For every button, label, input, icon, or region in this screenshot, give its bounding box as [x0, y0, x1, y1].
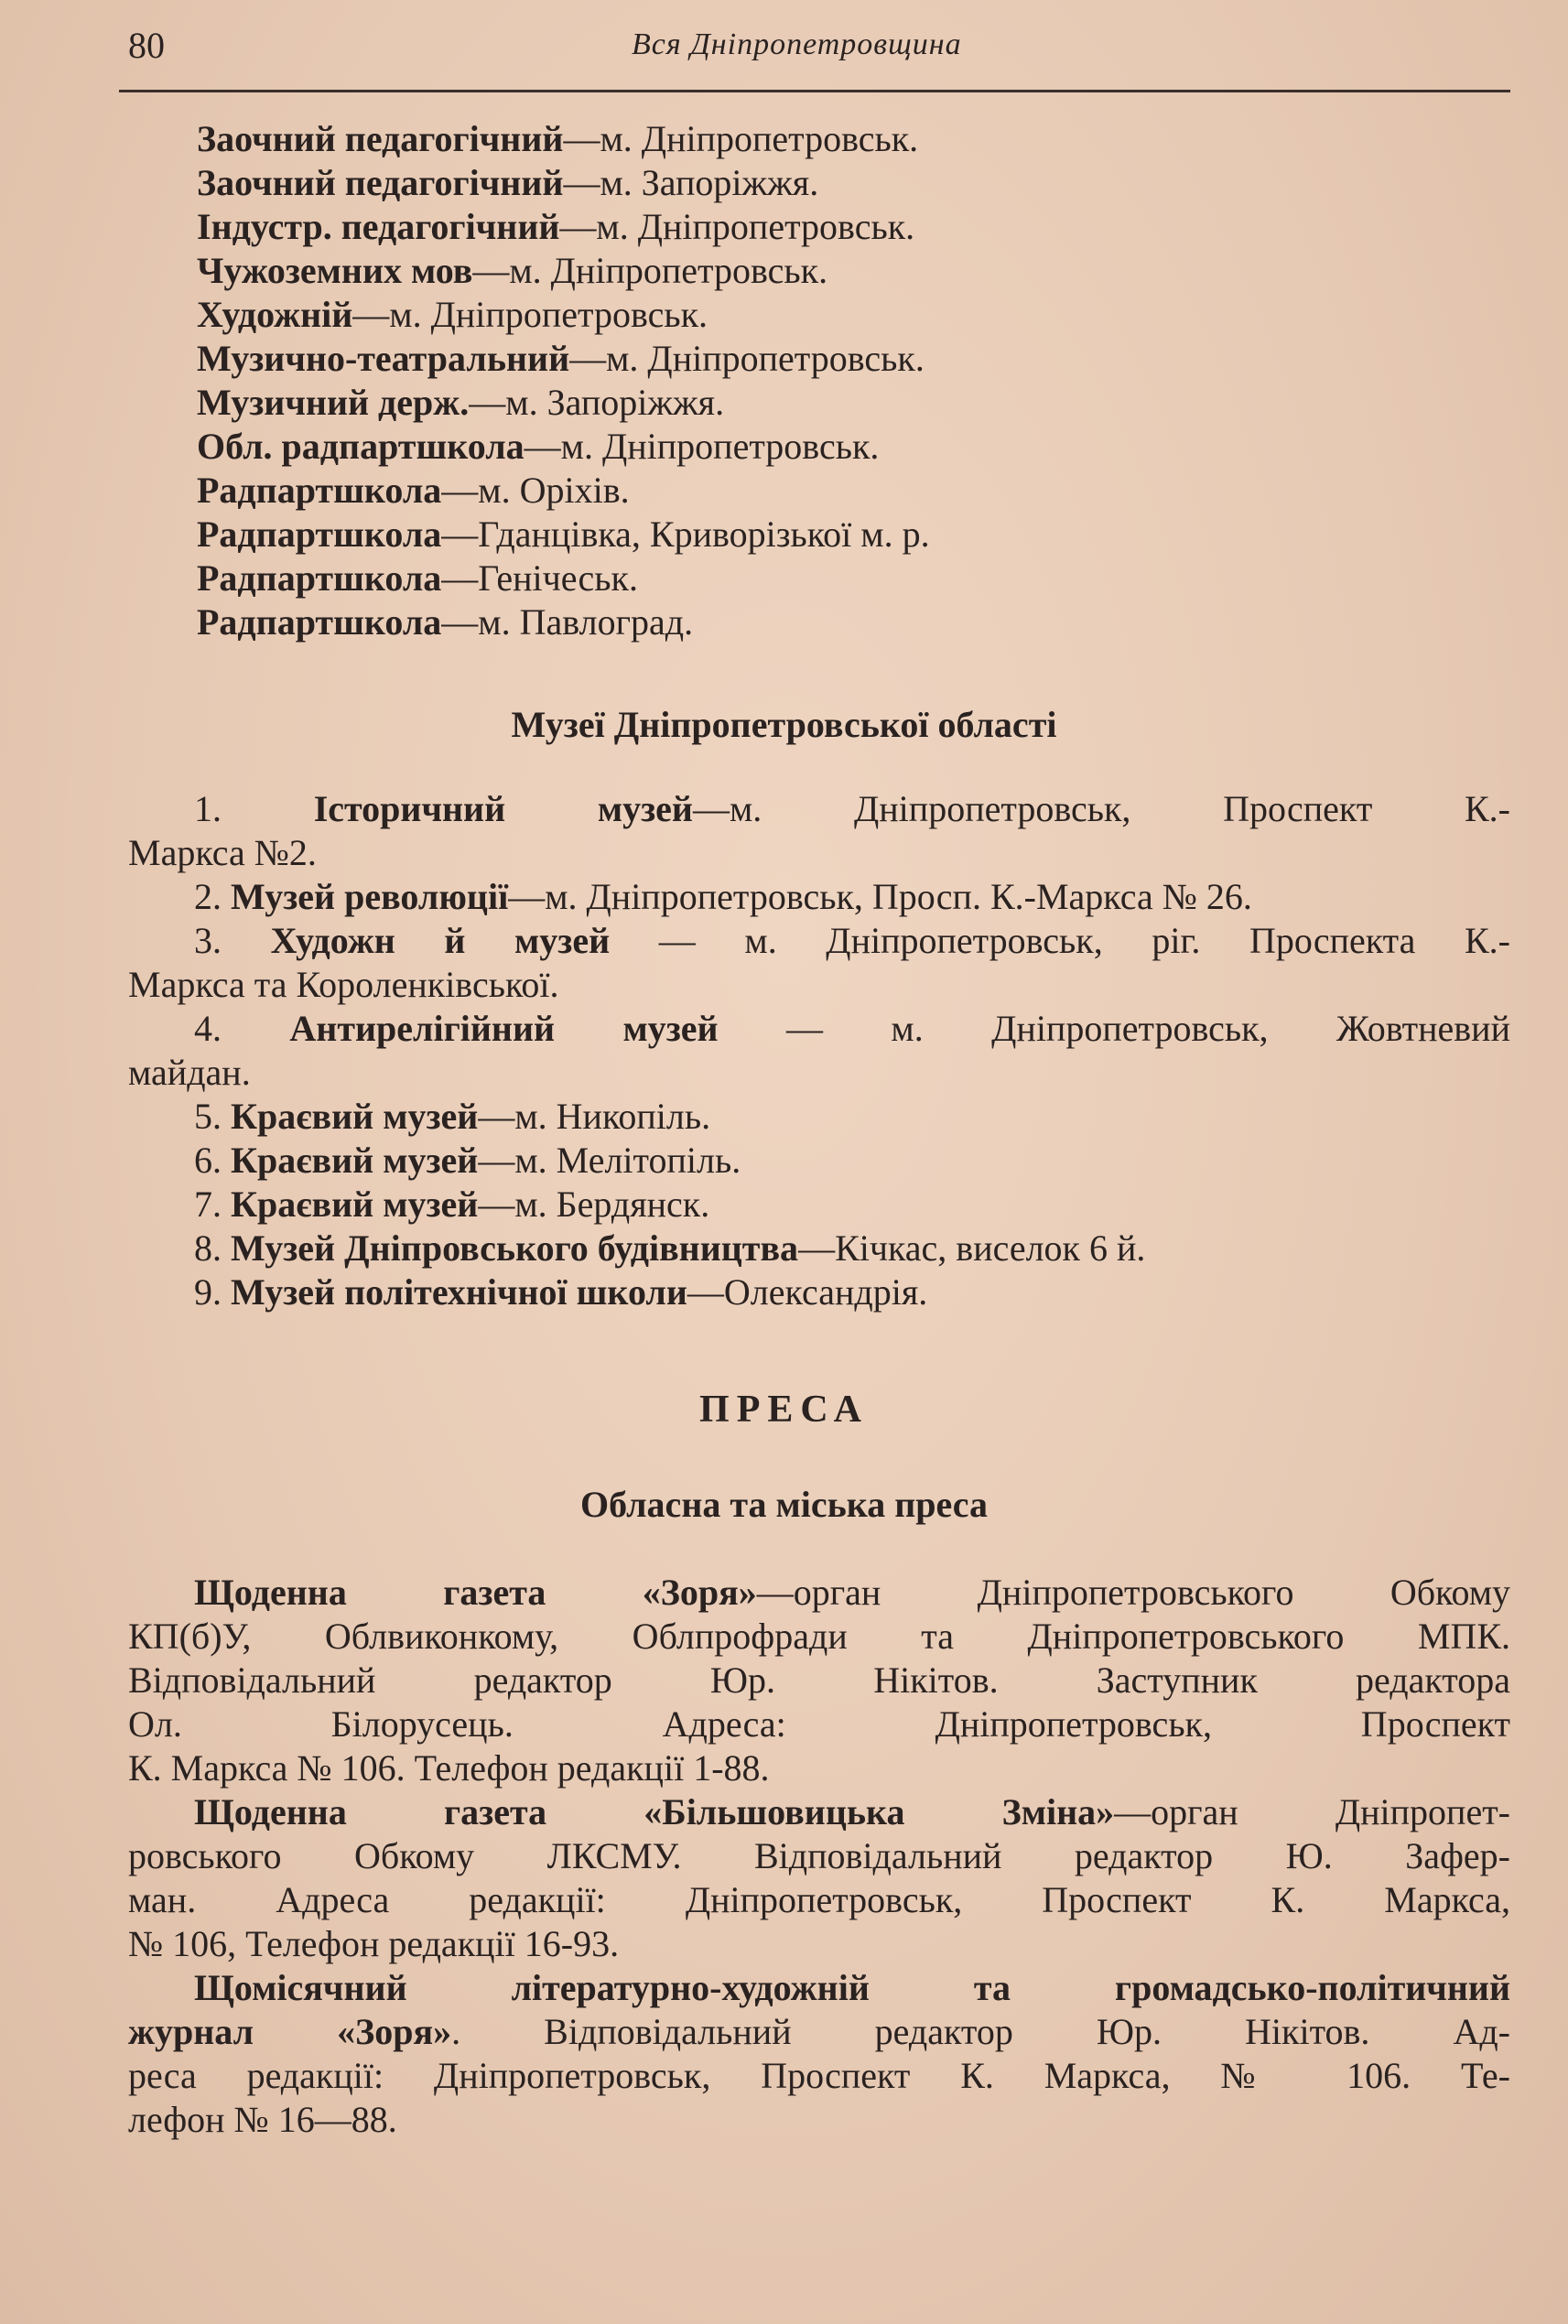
list-item-continuation: Маркса та Короленківської. [128, 964, 559, 1005]
list-item: 2. Музей революції—м. Дніпропетровськ, Просп. К.-Маркса № 26. [194, 876, 1252, 917]
list-item-continuation: майдан. [128, 1052, 251, 1093]
page-number: 80 [128, 25, 165, 66]
list-item: 9. Музей політехнічної школи—Олександрія. [194, 1271, 928, 1313]
list-item: Радпартшкола—м. Оріхів. [197, 470, 630, 511]
list-item-continuation: Маркса №2. [128, 832, 317, 873]
list-item: Художній—м. Дніпропетровськ. [197, 294, 708, 335]
press-entry-line: К. Маркса № 106. Телефон редакції 1-88. [128, 1747, 770, 1789]
press-entry-line: КП(б)У, Облвиконкому, Облпрофради та Дніпропетровського МПК. [128, 1616, 1510, 1657]
list-item: 5. Краєвий музей—м. Никопіль. [194, 1096, 711, 1137]
press-entry-line: Ол. Білорусець. Адреса: Дніпропетровськ, Проспект [128, 1703, 1510, 1745]
press-entry-line: № 106, Телефон редакції 16-93. [128, 1923, 620, 1964]
header-rule [119, 90, 1510, 92]
list-item: Музичний держ.—м. Запоріжжя. [197, 382, 725, 423]
list-item: 6. Краєвий музей—м. Мелітопіль. [194, 1140, 741, 1181]
list-item: Індустр. педагогічний—м. Дніпропетровськ. [197, 206, 915, 247]
press-entry-line: ман. Адреса редакції: Дніпропетровськ, Проспект К. Маркса, [128, 1879, 1510, 1920]
list-item: Заочний педагогічний—м. Дніпропетровськ. [197, 118, 919, 159]
list-item: Обл. радпартшкола—м. Дніпропетровськ. [197, 426, 880, 467]
press-entry-line: лефон № 16—88. [128, 2099, 397, 2140]
list-item: 3. Художн й музей — м. Дніпропетровськ, ріг. Проспекта К.- [194, 920, 1511, 961]
list-item: 8. Музей Дніпровського будівництва—Кічкас, виселок 6 й. [194, 1227, 1146, 1269]
press-entry-line: журнал «Зоря». Відповідальний редактор Юр. Нікітов. Ад- [128, 2011, 1511, 2052]
list-item: Заочний педагогічний—м. Запоріжжя. [197, 162, 819, 203]
press-entry-line: Відповідальний редактор Юр. Нікітов. Заступник редактора [128, 1659, 1510, 1701]
page-header [119, 24, 1510, 97]
list-item: 1. Історичний музей—м. Дніпропетровськ, Проспект К.- [194, 788, 1510, 829]
press-entry-line: ровського Обкому ЛКСМУ. Відповідальний редактор Ю. Зафер- [128, 1835, 1510, 1876]
press-heading: ПРЕСА [699, 1389, 869, 1431]
institutes-list [197, 117, 930, 644]
press-entry-line: реса редакції: Дніпропетровськ, Проспект К. Маркса, № 106. Те- [128, 2055, 1510, 2096]
press-entries [128, 1571, 1510, 2142]
list-item: Чужоземних мов—м. Дніпропетровськ. [197, 250, 828, 291]
running-title: Вся Дніпропетровщина [632, 27, 962, 61]
press-entry: Щоденна газета «Зоря»—орган Дніпропетровського Обкому [194, 1572, 1511, 1613]
list-item: Радпартшкола—м. Павлоград. [197, 601, 694, 643]
list-item: Музично-театральний—м. Дніпропетровськ. [197, 338, 925, 379]
list-item: Радпартшкола—Гданцівка, Криворізької м. р. [197, 513, 930, 555]
list-item: 4. Антирелігійний музей — м. Дніпропетровськ, Жовтневий [194, 1008, 1510, 1049]
regional-press-heading: Обласна та міська преса [580, 1484, 988, 1525]
museums-heading: Музеї Дніпропетровської області [511, 704, 1057, 745]
press-entry: Щоденна газета «Більшовицька Зміна»—орган Дніпропет- [194, 1791, 1510, 1832]
list-item: 7. Краєвий музей—м. Бердянск. [194, 1184, 710, 1225]
press-entry: Щомісячний літературно-художній та громадсько-політичний [194, 1967, 1510, 2008]
list-item: Радпартшкола—Генічеськ. [197, 557, 638, 599]
museums-list [128, 787, 1510, 1314]
